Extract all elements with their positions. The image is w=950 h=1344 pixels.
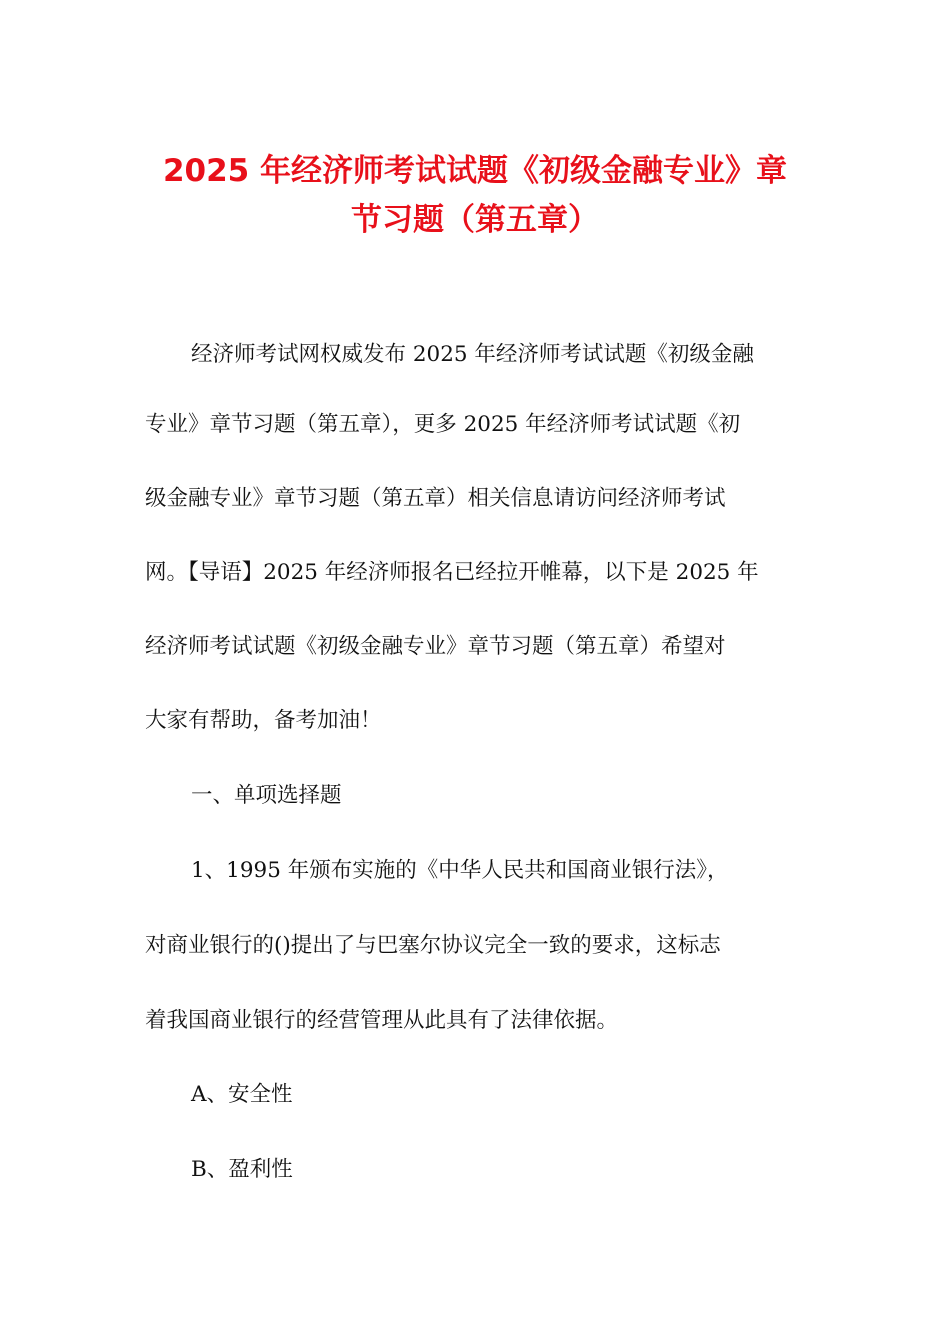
question-1-option-a: A、安全性 <box>191 1082 293 1107</box>
question-1-option-b: B、盈利性 <box>191 1157 293 1182</box>
document-title-line-2: 节习题（第五章） <box>351 202 599 238</box>
section-heading: 一、单项选择题 <box>191 783 342 808</box>
document-title-line-1: 2025 年经济师考试试题《初级金融专业》章 <box>162 153 788 189</box>
intro-line-4: 网。【导语】2025 年经济师报名已经拉开帷幕，以下是 2025 年 <box>145 560 759 585</box>
question-1-line-2: 对商业银行的()提出了与巴塞尔协议完全一致的要求，这标志 <box>145 933 721 958</box>
question-1-line-3: 着我国商业银行的经营管理从此具有了法律依据。 <box>145 1008 619 1033</box>
intro-line-5: 经济师考试试题《初级金融专业》章节习题（第五章）希望对 <box>145 634 726 659</box>
intro-line-2: 专业》章节习题（第五章），更多 2025 年经济师考试试题《初 <box>145 412 741 437</box>
question-1-line-1: 1、1995 年颁布实施的《中华人民共和国商业银行法》， <box>191 858 729 883</box>
intro-line-1: 经济师考试网权威发布 2025 年经济师考试试题《初级金融 <box>191 342 754 367</box>
intro-line-6: 大家有帮助，备考加油！ <box>145 708 382 733</box>
intro-line-3: 级金融专业》章节习题（第五章）相关信息请访问经济师考试 <box>145 486 726 511</box>
